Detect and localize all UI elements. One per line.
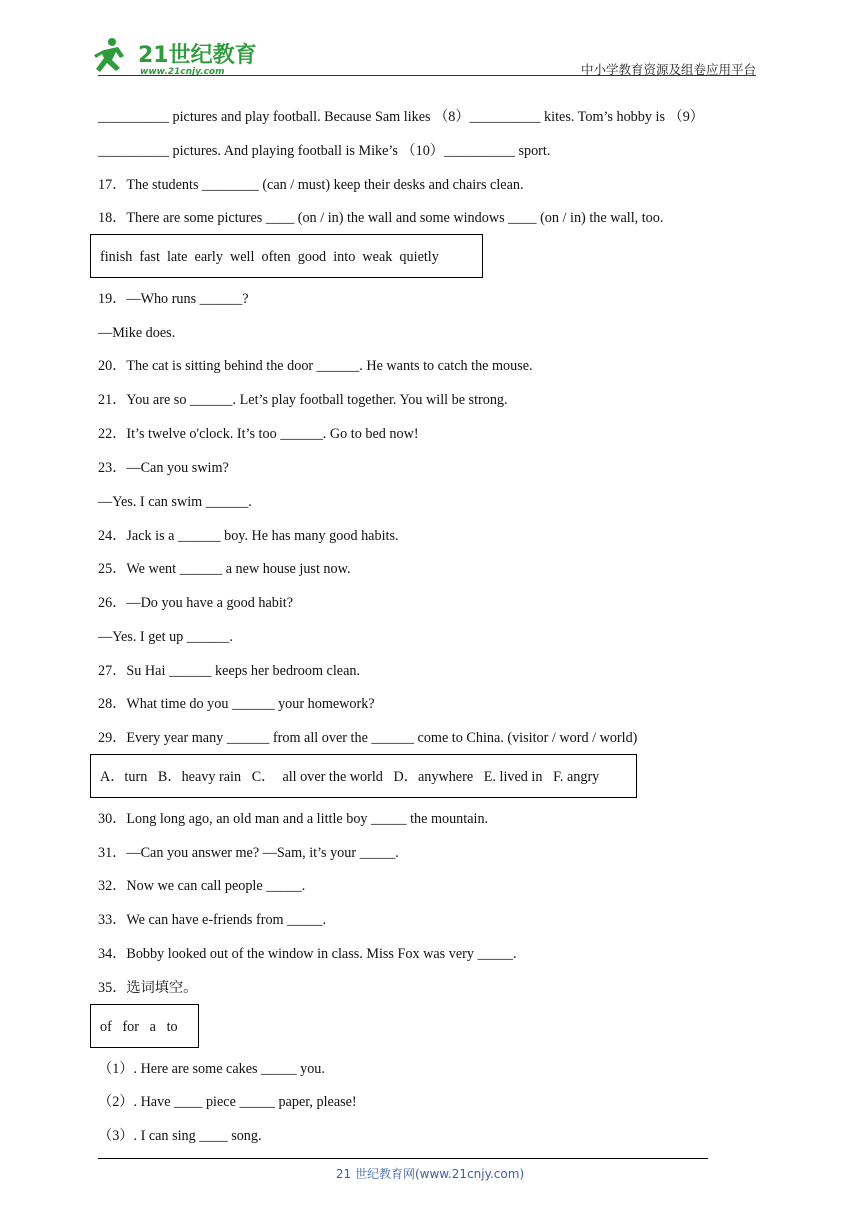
question-line: __________ pictures. And playing football is Mike’s （10）__________ sport. [98,143,551,159]
header-platform-text: 中小学教育资源及组卷应用平台 [580,62,756,77]
question-line: 30．Long long ago, an old man and a little boy _____ the mountain. [98,811,489,827]
question-line: 21．You are so ______. Let’s play football together. You will be strong. [98,392,508,408]
question-line: （2）. Have ____ piece _____ paper, please! [98,1094,357,1110]
question-line: 31．—Can you answer me? —Sam, it’s your _____. [98,845,399,861]
question-line: （1）. Here are some cakes _____ you. [98,1061,325,1077]
question-line: 24．Jack is a ______ boy. He has many good habits. [98,528,399,544]
word-bank-box: A．turn B．heavy rain C． all over the world D．anywhere E. lived in F. angry [90,754,637,798]
question-line: 29．Every year many ______ from all over the ______ come to China. (visitor / word / world) [98,730,638,746]
question-line: —Yes. I can swim ______. [98,494,252,510]
page-header [94,28,756,78]
question-line: 23．—Can you swim? [98,460,229,476]
question-line: —Yes. I get up ______. [98,629,233,645]
question-line: 27．Su Hai ______ keeps her bedroom clean. [98,663,361,679]
logo-url: www.21cnjy.com [140,67,225,76]
logo-text: 21世纪教育 [138,43,257,68]
question-line: 19．—Who runs ______? [98,291,249,307]
question-line: 17．The students ________ (can / must) keep their desks and chairs clean. [98,177,524,193]
question-line: 18．There are some pictures ____ (on / in) the wall and some windows ____ (on / in) the wall, too. [98,210,664,226]
footer-text: 21 世纪教育网(www.21cnjy.com) [335,1167,525,1181]
word-bank-box: finish fast late early well often good into weak quietly [90,234,483,278]
question-line: 26．—Do you have a good habit? [98,595,294,611]
question-line: （3）. I can sing ____ song. [98,1128,262,1144]
question-line: 20．The cat is sitting behind the door ______. He wants to catch the mouse. [98,358,533,374]
question-line: 32．Now we can call people _____. [98,878,306,894]
footer-divider [98,1158,708,1159]
question-line: 22．It’s twelve o'clock. It’s too ______. Go to bed now! [98,426,419,442]
question-line: 25．We went ______ a new house just now. [98,561,351,577]
question-line: __________ pictures and play football. Because Sam likes （8）__________ kites. Tom’s hobby is （9） [98,109,704,125]
question-line: 34．Bobby looked out of the window in class. Miss Fox was very _____. [98,946,517,962]
question-line: 28．What time do you ______ your homework? [98,696,375,712]
header-divider [98,75,756,76]
site-logo [94,36,269,76]
word-bank-box: of for a to [90,1004,199,1048]
question-line: 35．选词填空。 [98,980,198,996]
question-line: —Mike does. [98,325,176,341]
question-line: 33．We can have e-friends from _____. [98,912,327,928]
